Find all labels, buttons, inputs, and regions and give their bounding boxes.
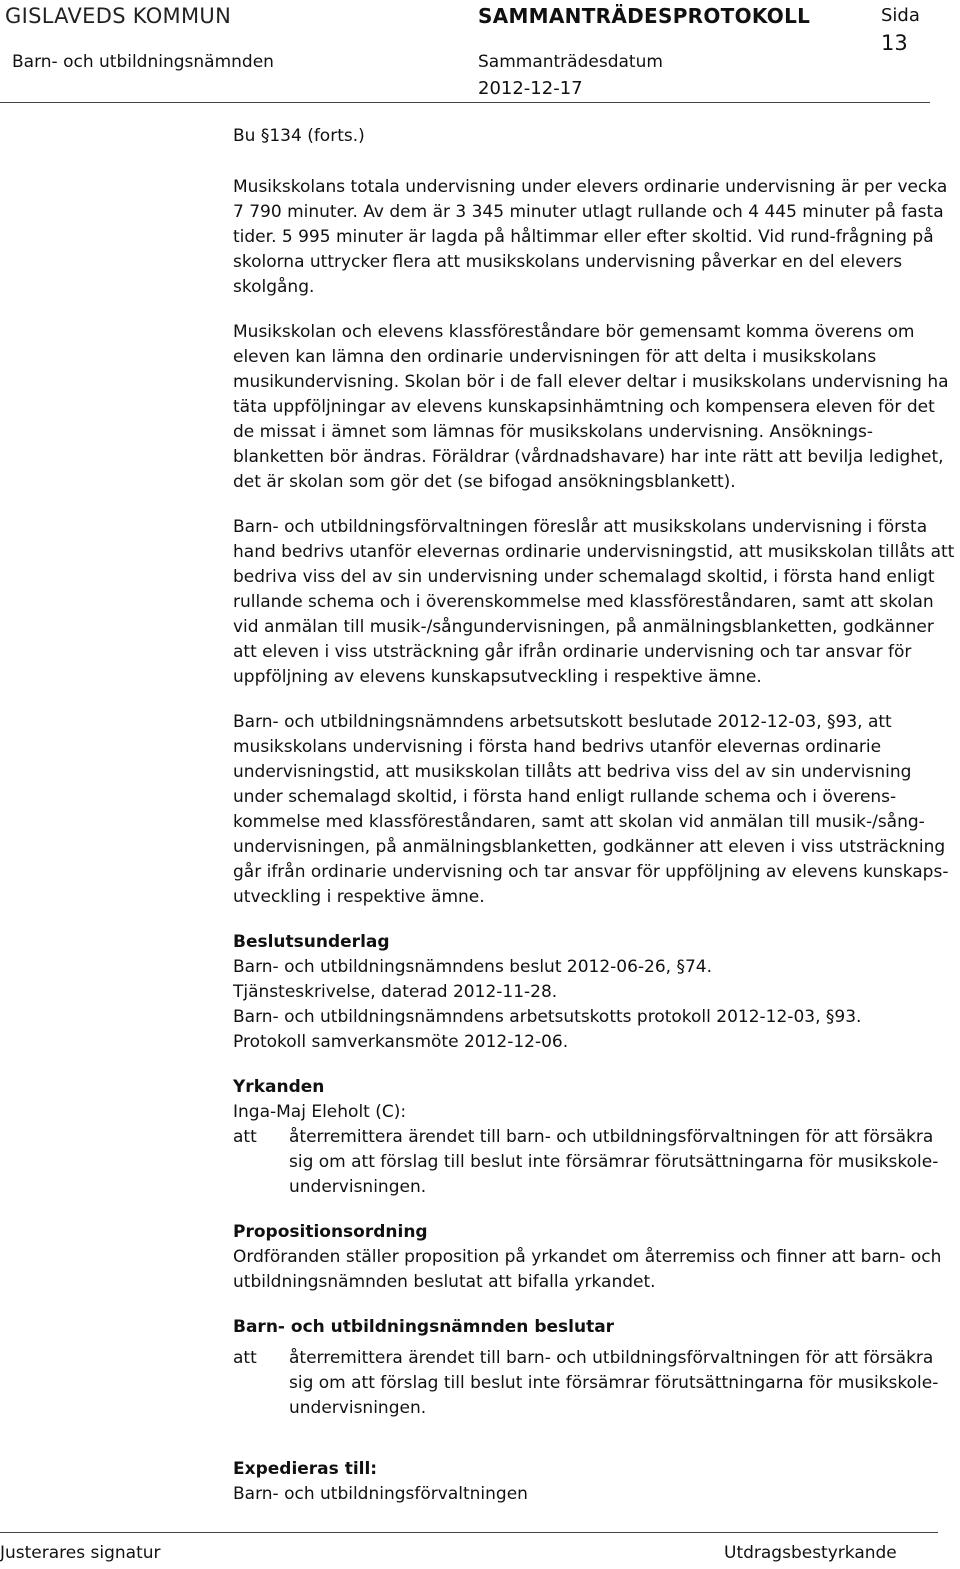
motion-text: återremittera ärendet till barn- och utbildningsförvaltningen för att försäkra sig om att förslag till beslut inte försämrar förutsättningarna för musikskole-undervisningen. [289,1127,939,1197]
document-type: SAMMANTRÄDESPROTOKOLL [478,4,811,28]
header-divider [0,102,930,103]
signature-field-label: Justerares signatur [0,1543,161,1563]
decision-keyword: att [233,1348,257,1368]
paragraph-proposal: Barn- och utbildningsförvaltningen föreslår att musikskolans undervisning i första hand bedrivs utanför elevernas ordinarie undervisningstid, att musikskolan tillåts att bedriva viss del av sin undervisning under schemalagd skoltid, i första hand enligt rullande schema och i överenskommelse med klassföreståndaren, samt att skolan vid anmälan till musik-/sångundervisningen, på anmälningsblanketten, godkänner att eleven i viss utsträckning går ifrån ordinarie undervisning och tar ansvar för uppföljning av elevens kunskapsutveckling i respektive ämne. [233,517,955,687]
list-item: Barn- och utbildningsnämndens beslut 2012-06-26, §74. [233,957,713,977]
heading-beslut: Barn- och utbildningsnämnden beslutar [233,1317,615,1337]
list-item: Protokoll samverkansmöte 2012-12-06. [233,1032,569,1052]
decision-text: återremittera ärendet till barn- och utbildningsförvaltningen för att försäkra sig om att förslag till beslut inte försämrar förutsättningarna för musikskole-undervisningen. [289,1348,939,1418]
page-number: 13 [881,31,908,55]
board-name: Barn- och utbildningsnämnden [12,52,274,72]
meeting-date: 2012-12-17 [478,78,583,99]
paragraph-recommendation: Musikskolan och elevens klassföreståndare bör gemensamt komma överens om eleven kan lämna den ordinarie undervisningen för att delta i musikskolans musikundervisning. Skolan bör i de fall elever deltar i musikskolans undervisning ha täta uppföljningar av elevens kunskapsinhämtning och kompensera eleven för det de missat i ämnet som lämnas för musikskolans undervisning. Ansöknings-blanketten bör ändras. Föräldrar (vårdnadshavare) har inte rätt att bevilja ledighet, det är skolan som gör det (se bifogad ansökningsblankett). [233,322,949,492]
footer-divider [0,1532,938,1533]
motion-row [233,1125,955,1200]
heading-beslutsunderlag: Beslutsunderlag [233,932,390,952]
heading-propositionsordning: Propositionsordning [233,1222,428,1242]
heading-expedieras: Expedieras till: [233,1459,378,1479]
speaker-name: Inga-Maj Eleholt (C): [233,1102,407,1122]
meeting-date-label: Sammanträdesdatum [478,52,663,72]
paragraph-minutes: Musikskolans totala undervisning under elevers ordinarie undervisning är per vecka 7 790 minuter. Av dem är 3 345 minuter utlagt rullande och 4 445 minuter på fasta tider. 5 995 minuter är lagda på håltimmar eller efter skoltid. Vid rund-frågning på skolorna uttrycker flera att musikskolans undervisning påverkar en del elevers skolgång. [233,177,948,297]
list-item: Barn- och utbildningsnämndens arbetsutskotts protokoll 2012-12-03, §93. [233,1007,862,1027]
organization-name: GISLAVEDS KOMMUN [5,4,232,28]
recipient: Barn- och utbildningsförvaltningen [233,1484,528,1504]
motion-keyword: att [233,1127,257,1147]
heading-yrkanden: Yrkanden [233,1077,325,1097]
proposition-text: Ordföranden ställer proposition på yrkandet om återremiss och finner att barn- och utbildningsnämnden beslutat att bifalla yrkandet. [233,1247,942,1292]
extract-certification-label: Utdragsbestyrkande [724,1543,897,1563]
decision-row [233,1346,955,1421]
list-item: Tjänsteskrivelse, daterad 2012-11-28. [233,982,558,1002]
document-body [233,124,955,1507]
section-title: Bu §134 (forts.) [233,126,365,146]
paragraph-committee-decision: Barn- och utbildningsnämndens arbetsutskott beslutade 2012-12-03, §93, att musikskolans undervisning i första hand bedrivs utanför elevernas ordinarie undervisningstid, att musikskolan tillåts att bedriva viss del av sin undervisning under schemalagd skoltid, i första hand enligt rullande schema och i överens-kommelse med klassföreståndaren, samt att skolan vid anmälan till musik-/sång-undervisningen, på anmälningsblanketten, godkänner att eleven i viss utsträckning går ifrån ordinarie undervisning och tar ansvar för uppföljning av elevens kunskaps-utveckling i respektive ämne. [233,712,949,907]
page-label: Sida [881,5,920,26]
